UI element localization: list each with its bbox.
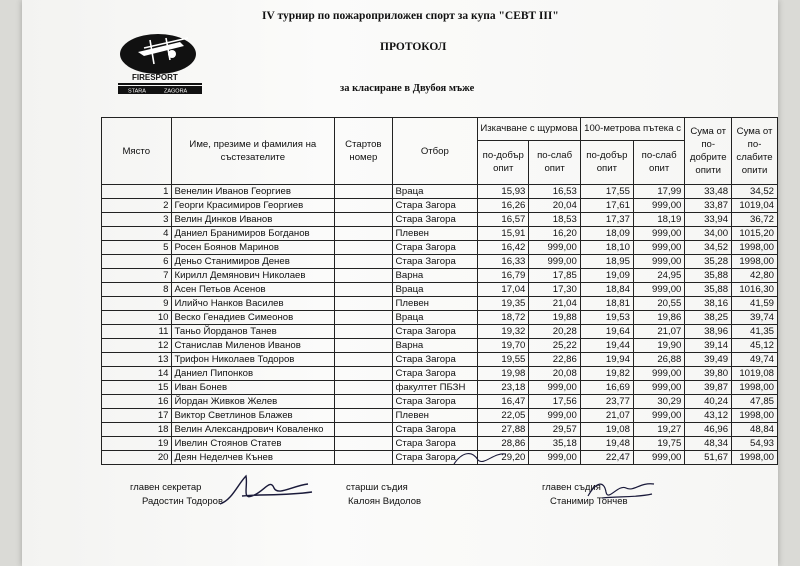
cell-track-worse: 999,00 — [633, 283, 684, 297]
cell-climb-best: 17,04 — [478, 283, 529, 297]
cell-sum-worse: 42,80 — [732, 269, 778, 283]
cell-climb-worse: 999,00 — [529, 451, 580, 465]
logo-city-left: STARA — [128, 88, 146, 95]
cell-sum-best: 33,48 — [685, 185, 732, 199]
cell-climb-best: 15,91 — [478, 227, 529, 241]
cell-sum-best: 38,16 — [685, 297, 732, 311]
cell-track-best: 19,44 — [580, 339, 633, 353]
cell-sum-worse: 1015,20 — [732, 227, 778, 241]
cell-team: Стара Загора — [392, 395, 478, 409]
cell-track-worse: 999,00 — [633, 255, 684, 269]
cell-climb-best: 16,26 — [478, 199, 529, 213]
chief-judge-title: главен съдия — [542, 482, 601, 493]
cell-track-best: 19,09 — [580, 269, 633, 283]
cell-climb-best: 19,98 — [478, 367, 529, 381]
cell-climb-worse: 999,00 — [529, 381, 580, 395]
table-row — [102, 353, 778, 367]
header-place: Място — [102, 118, 172, 185]
cell-name: Таньо Йорданов Танев — [171, 325, 335, 339]
table-row — [102, 269, 778, 283]
cell-sum-worse: 39,74 — [732, 311, 778, 325]
cell-start-number — [335, 353, 392, 367]
cell-start-number — [335, 297, 392, 311]
tournament-title: IV турнир по пожароприложен спорт за купа "СЕВТ III" — [262, 10, 559, 22]
cell-name: Станислав Миленов Иванов — [171, 339, 335, 353]
cell-start-number — [335, 241, 392, 255]
cell-place: 12 — [102, 339, 172, 353]
cell-name: Велин Александрович Коваленко — [171, 423, 335, 437]
table-scribble-mark — [450, 446, 510, 468]
cell-sum-best: 35,28 — [685, 255, 732, 269]
cell-sum-best: 40,24 — [685, 395, 732, 409]
cell-climb-worse: 20,08 — [529, 367, 580, 381]
cell-team: Стара Загора — [392, 437, 478, 451]
cell-track-worse: 999,00 — [633, 381, 684, 395]
cell-start-number — [335, 227, 392, 241]
table-row — [102, 199, 778, 213]
cell-climb-worse: 999,00 — [529, 409, 580, 423]
cell-place: 19 — [102, 437, 172, 451]
cell-sum-worse: 34,52 — [732, 185, 778, 199]
cell-team: Варна — [392, 339, 478, 353]
cell-start-number — [335, 409, 392, 423]
senior-judge-title: старши съдия — [346, 482, 408, 493]
header-start-number: Стартов номер — [335, 118, 392, 185]
cell-sum-best: 33,94 — [685, 213, 732, 227]
cell-climb-worse: 25,22 — [529, 339, 580, 353]
cell-climb-worse: 16,20 — [529, 227, 580, 241]
cell-track-best: 19,94 — [580, 353, 633, 367]
cell-team: Плевен — [392, 297, 478, 311]
cell-track-worse: 19,86 — [633, 311, 684, 325]
table-row — [102, 395, 778, 409]
cell-sum-worse: 1998,00 — [732, 409, 778, 423]
table-row — [102, 283, 778, 297]
cell-team: Стара Загора — [392, 255, 478, 269]
cell-climb-best: 28,86 — [478, 437, 529, 451]
cell-sum-worse: 1019,08 — [732, 367, 778, 381]
table-row — [102, 423, 778, 437]
cell-track-best: 17,37 — [580, 213, 633, 227]
cell-track-best: 18,10 — [580, 241, 633, 255]
secretary-title: главен секретар — [130, 482, 202, 493]
cell-start-number — [335, 311, 392, 325]
cell-track-worse: 19,27 — [633, 423, 684, 437]
header-track: 100-метрова пътека с — [580, 118, 685, 141]
cell-name: Велин Динков Иванов — [171, 213, 335, 227]
results-table — [101, 117, 778, 465]
table-row — [102, 381, 778, 395]
cell-place: 15 — [102, 381, 172, 395]
cell-sum-best: 38,96 — [685, 325, 732, 339]
cell-place: 13 — [102, 353, 172, 367]
cell-climb-best: 16,33 — [478, 255, 529, 269]
cell-place: 3 — [102, 213, 172, 227]
cell-start-number — [335, 451, 392, 465]
cell-climb-best: 15,93 — [478, 185, 529, 199]
cell-climb-worse: 21,04 — [529, 297, 580, 311]
cell-team: Враца — [392, 185, 478, 199]
cell-sum-best: 39,80 — [685, 367, 732, 381]
classification-subtitle: за класиране в Двубоя мъже — [340, 83, 475, 94]
cell-name: Георги Красимиров Георгиев — [171, 199, 335, 213]
cell-team: Стара Загора — [392, 353, 478, 367]
cell-start-number — [335, 381, 392, 395]
cell-start-number — [335, 185, 392, 199]
cell-name: Кирилл Демянович Николаев — [171, 269, 335, 283]
cell-track-best: 19,64 — [580, 325, 633, 339]
cell-name: Деян Неделчев Кънев — [171, 451, 335, 465]
cell-sum-worse: 1998,00 — [732, 241, 778, 255]
cell-place: 8 — [102, 283, 172, 297]
cell-name: Илийчо Нанков Василев — [171, 297, 335, 311]
cell-team: Стара Загора — [392, 213, 478, 227]
logo-brand-text: FIRESPORT — [132, 73, 178, 82]
cell-place: 9 — [102, 297, 172, 311]
cell-track-worse: 19,90 — [633, 339, 684, 353]
cell-climb-worse: 18,53 — [529, 213, 580, 227]
firesport-logo — [110, 30, 210, 100]
cell-climb-best: 27,88 — [478, 423, 529, 437]
cell-team: Плевен — [392, 409, 478, 423]
cell-place: 20 — [102, 451, 172, 465]
cell-track-best: 18,95 — [580, 255, 633, 269]
cell-track-best: 19,08 — [580, 423, 633, 437]
cell-place: 11 — [102, 325, 172, 339]
cell-climb-best: 22,05 — [478, 409, 529, 423]
cell-climb-best: 18,72 — [478, 311, 529, 325]
cell-climb-best: 16,57 — [478, 213, 529, 227]
cell-sum-best: 43,12 — [685, 409, 732, 423]
document-sheet — [22, 0, 778, 566]
cell-sum-best: 34,52 — [685, 241, 732, 255]
cell-place: 10 — [102, 311, 172, 325]
cell-name: Даниел Пипонков — [171, 367, 335, 381]
cell-name: Веско Генадиев Симеонов — [171, 311, 335, 325]
senior-judge-name: Калоян Видолов — [348, 496, 422, 507]
cell-track-worse: 999,00 — [633, 367, 684, 381]
cell-start-number — [335, 325, 392, 339]
cell-sum-worse: 1998,00 — [732, 451, 778, 465]
cell-name: Трифон Николаев Тодоров — [171, 353, 335, 367]
table-row — [102, 451, 778, 465]
cell-team: Стара Загора — [392, 423, 478, 437]
cell-name: Ивелин Стоянов Статев — [171, 437, 335, 451]
cell-climb-best: 19,35 — [478, 297, 529, 311]
cell-track-best: 21,07 — [580, 409, 633, 423]
cell-team: Враца — [392, 311, 478, 325]
cell-track-worse: 26,88 — [633, 353, 684, 367]
cell-climb-worse: 20,04 — [529, 199, 580, 213]
cell-name: Деньо Станимиров Денев — [171, 255, 335, 269]
cell-track-worse: 999,00 — [633, 409, 684, 423]
header-sum-worse: Сума от по-слабите опити — [732, 118, 778, 185]
table-row — [102, 227, 778, 241]
table-row — [102, 185, 778, 199]
cell-climb-best: 19,70 — [478, 339, 529, 353]
cell-track-worse: 19,75 — [633, 437, 684, 451]
cell-name: Росен Боянов Маринов — [171, 241, 335, 255]
cell-sum-best: 48,34 — [685, 437, 732, 451]
cell-climb-worse: 20,28 — [529, 325, 580, 339]
cell-climb-worse: 16,53 — [529, 185, 580, 199]
cell-start-number — [335, 423, 392, 437]
cell-team: факултет ПБЗН — [392, 381, 478, 395]
cell-track-worse: 17,99 — [633, 185, 684, 199]
cell-track-best: 16,69 — [580, 381, 633, 395]
cell-track-best: 17,61 — [580, 199, 633, 213]
header-track-best: по-добър опит — [580, 140, 633, 184]
cell-climb-worse: 19,88 — [529, 311, 580, 325]
cell-place: 18 — [102, 423, 172, 437]
cell-place: 17 — [102, 409, 172, 423]
cell-track-worse: 999,00 — [633, 227, 684, 241]
cell-sum-best: 39,87 — [685, 381, 732, 395]
cell-start-number — [335, 339, 392, 353]
cell-climb-worse: 29,57 — [529, 423, 580, 437]
cell-track-worse: 24,95 — [633, 269, 684, 283]
cell-place: 2 — [102, 199, 172, 213]
cell-climb-worse: 35,18 — [529, 437, 580, 451]
results-body — [102, 185, 778, 465]
table-row — [102, 367, 778, 381]
cell-sum-worse: 1016,30 — [732, 283, 778, 297]
cell-track-worse: 18,19 — [633, 213, 684, 227]
cell-sum-worse: 41,35 — [732, 325, 778, 339]
header-team: Отбор — [392, 118, 478, 185]
header-climb-worse: по-слаб опит — [529, 140, 580, 184]
header-climb-best: по-добър опит — [478, 140, 529, 184]
cell-track-best: 19,48 — [580, 437, 633, 451]
cell-climb-best: 29,20 — [478, 451, 529, 465]
header-sum-best: Сума от по-добрите опити — [685, 118, 732, 185]
cell-sum-worse: 41,59 — [732, 297, 778, 311]
table-row — [102, 311, 778, 325]
cell-sum-best: 51,67 — [685, 451, 732, 465]
cell-team: Плевен — [392, 227, 478, 241]
table-row — [102, 409, 778, 423]
cell-track-best: 18,81 — [580, 297, 633, 311]
cell-sum-worse: 1019,04 — [732, 199, 778, 213]
cell-team: Враца — [392, 283, 478, 297]
cell-name: Даниел Бранимиров Богданов — [171, 227, 335, 241]
cell-track-best: 19,82 — [580, 367, 633, 381]
secretary-name: Радостин Тодоров — [142, 496, 224, 507]
chief-judge-name: Станимир Тончев — [550, 496, 628, 507]
cell-start-number — [335, 395, 392, 409]
cell-start-number — [335, 367, 392, 381]
cell-sum-best: 39,14 — [685, 339, 732, 353]
cell-sum-best: 46,96 — [685, 423, 732, 437]
cell-track-worse: 999,00 — [633, 241, 684, 255]
cell-climb-worse: 999,00 — [529, 241, 580, 255]
cell-track-best: 18,84 — [580, 283, 633, 297]
cell-track-worse: 999,00 — [633, 199, 684, 213]
cell-climb-worse: 17,85 — [529, 269, 580, 283]
cell-track-worse: 999,00 — [633, 451, 684, 465]
cell-climb-best: 16,79 — [478, 269, 529, 283]
cell-team: Варна — [392, 269, 478, 283]
cell-climb-best: 16,42 — [478, 241, 529, 255]
cell-name: Венелин Иванов Георгиев — [171, 185, 335, 199]
cell-name: Иван Бонев — [171, 381, 335, 395]
cell-place: 7 — [102, 269, 172, 283]
header-climb: Изкачване с щурмова — [478, 118, 581, 141]
cell-climb-best: 16,47 — [478, 395, 529, 409]
cell-name: Виктор Светлинов Блажев — [171, 409, 335, 423]
cell-sum-worse: 48,84 — [732, 423, 778, 437]
secretary-signature — [212, 466, 322, 516]
table-row — [102, 297, 778, 311]
cell-team: Стара Загора — [392, 367, 478, 381]
cell-sum-best: 39,49 — [685, 353, 732, 367]
cell-place: 16 — [102, 395, 172, 409]
cell-place: 4 — [102, 227, 172, 241]
cell-place: 1 — [102, 185, 172, 199]
cell-sum-worse: 47,85 — [732, 395, 778, 409]
cell-track-worse: 20,55 — [633, 297, 684, 311]
cell-sum-worse: 49,74 — [732, 353, 778, 367]
cell-team: Стара Загора — [392, 325, 478, 339]
header-name: Име, презиме и фамилия на състезателите — [171, 118, 335, 185]
table-row — [102, 437, 778, 451]
cell-sum-best: 38,25 — [685, 311, 732, 325]
protocol-title: ПРОТОКОЛ — [380, 41, 447, 53]
cell-climb-worse: 999,00 — [529, 255, 580, 269]
logo-city-right: ZAGORA — [164, 88, 188, 95]
cell-track-best: 22,47 — [580, 451, 633, 465]
cell-name: Асен Петьов Асенов — [171, 283, 335, 297]
cell-sum-worse: 1998,00 — [732, 381, 778, 395]
cell-climb-worse: 17,56 — [529, 395, 580, 409]
cell-climb-best: 23,18 — [478, 381, 529, 395]
cell-sum-worse: 45,12 — [732, 339, 778, 353]
cell-track-best: 17,55 — [580, 185, 633, 199]
cell-track-worse: 21,07 — [633, 325, 684, 339]
cell-place: 14 — [102, 367, 172, 381]
cell-sum-best: 35,88 — [685, 283, 732, 297]
table-row — [102, 241, 778, 255]
cell-track-best: 23,77 — [580, 395, 633, 409]
cell-climb-best: 19,32 — [478, 325, 529, 339]
table-row — [102, 325, 778, 339]
cell-team: Стара Загора — [392, 241, 478, 255]
cell-start-number — [335, 213, 392, 227]
cell-climb-worse: 17,30 — [529, 283, 580, 297]
table-row — [102, 213, 778, 227]
cell-track-best: 18,09 — [580, 227, 633, 241]
table-row — [102, 339, 778, 353]
cell-track-worse: 30,29 — [633, 395, 684, 409]
cell-sum-worse: 1998,00 — [732, 255, 778, 269]
cell-sum-worse: 36,72 — [732, 213, 778, 227]
cell-track-best: 19,53 — [580, 311, 633, 325]
cell-sum-best: 35,88 — [685, 269, 732, 283]
cell-climb-best: 19,55 — [478, 353, 529, 367]
cell-start-number — [335, 437, 392, 451]
cell-sum-worse: 54,93 — [732, 437, 778, 451]
table-row — [102, 255, 778, 269]
cell-team: Стара Загора — [392, 199, 478, 213]
cell-start-number — [335, 283, 392, 297]
cell-place: 5 — [102, 241, 172, 255]
cell-sum-best: 34,00 — [685, 227, 732, 241]
cell-climb-worse: 22,86 — [529, 353, 580, 367]
cell-team: Стара Загора — [392, 451, 478, 465]
cell-start-number — [335, 269, 392, 283]
cell-sum-best: 33,87 — [685, 199, 732, 213]
chief-judge-signature — [582, 474, 662, 508]
cell-start-number — [335, 255, 392, 269]
cell-name: Йордан Живков Желев — [171, 395, 335, 409]
header-track-worse: по-слаб опит — [633, 140, 684, 184]
cell-start-number — [335, 199, 392, 213]
cell-place: 6 — [102, 255, 172, 269]
